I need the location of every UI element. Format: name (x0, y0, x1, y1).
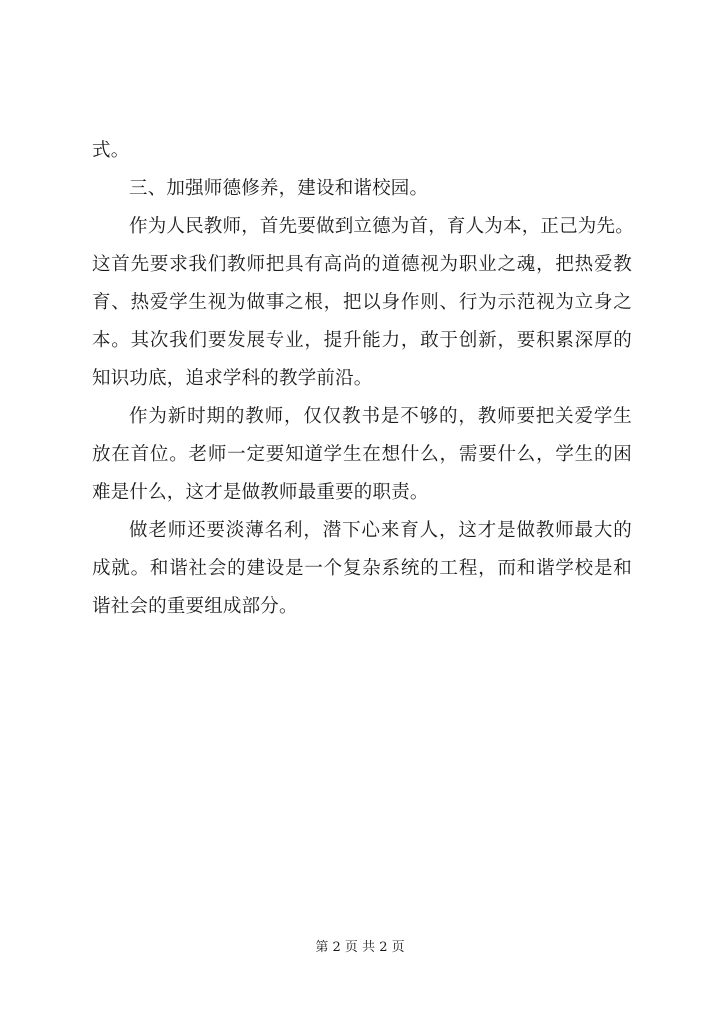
section-heading: 三、加强师德修养，建设和谐校园。 (129, 178, 429, 199)
paragraph-line: 做老师还要淡薄名利，潜下心来育人，这才是做教师最大的 (129, 520, 632, 541)
page-number-footer: 第 2 页 共 2 页 (315, 940, 405, 955)
paragraph-line: 成就。和谐社会的建设是一个复杂系统的工程，而和谐学校是和 (92, 558, 632, 579)
paragraph-line: 难是什么，这才是做教师最重要的职责。 (92, 482, 429, 503)
paragraph-line: 谐社会的重要组成部分。 (92, 596, 298, 617)
paragraph-line: 式。 (92, 140, 130, 161)
paragraph-line: 作为新时期的教师，仅仅教书是不够的，教师要把关爱学生 (129, 406, 632, 427)
paragraph-line: 本。其次我们要发展专业，提升能力，敢于创新，要积累深厚的 (92, 330, 632, 351)
paragraph-line: 育、热爱学生视为做事之根，把以身作则、行为示范视为立身之 (92, 292, 632, 313)
paragraph-line: 这首先要求我们教师把具有高尚的道德视为职业之魂，把热爱教 (92, 254, 632, 275)
paragraph-line: 知识功底，追求学科的教学前沿。 (92, 368, 373, 389)
document-body (92, 132, 632, 626)
paragraph-line: 作为人民教师，首先要做到立德为首，育人为本，正己为先。 (129, 216, 634, 237)
paragraph-line: 放在首位。老师一定要知道学生在想什么，需要什么，学生的困 (92, 444, 632, 465)
